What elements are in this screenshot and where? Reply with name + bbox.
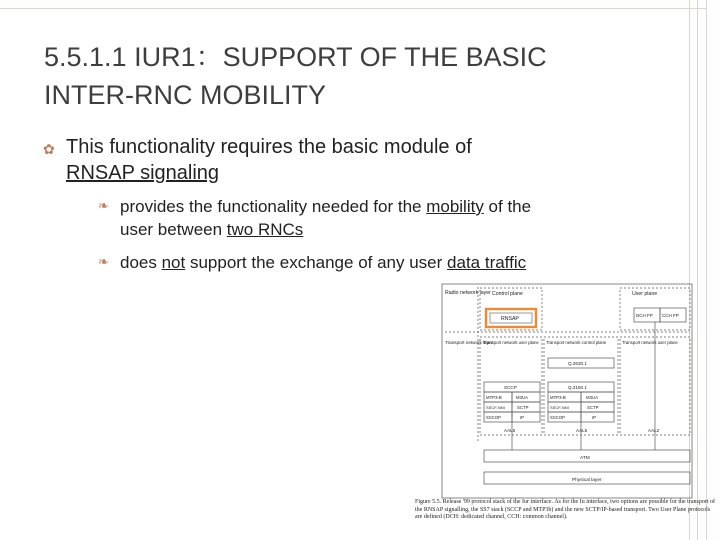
svg-text:DCH FP: DCH FP (636, 313, 653, 318)
subbullet-2 (120, 251, 660, 274)
svg-text:Transport network user plane: Transport network user plane (622, 340, 678, 345)
svg-text:CCH FP: CCH FP (662, 313, 679, 318)
svg-text:SCCP: SCCP (504, 385, 517, 390)
svg-text:Physical layer: Physical layer (572, 478, 602, 483)
title-line-1: 5.5.1.1 IUR1：SUPPORT OF THE BASIC (44, 42, 547, 72)
frame-line (0, 8, 706, 9)
svg-text:Q.2150.1: Q.2150.1 (568, 385, 587, 390)
bullet-main (66, 134, 626, 186)
sub1-text: provides the functionality needed for the (120, 197, 427, 216)
svg-text:ATM: ATM (580, 456, 590, 461)
svg-text:Radio network layer: Radio network layer (445, 290, 491, 296)
svg-text:Control plane: Control plane (492, 291, 523, 297)
svg-text:Transport network user plane: Transport network user plane (483, 340, 539, 345)
svg-text:AAL2: AAL2 (648, 428, 660, 433)
sub2-text-2: support the exchange of any user (185, 253, 448, 272)
svg-text:IP: IP (592, 415, 597, 420)
frame-line (706, 0, 707, 540)
frame-line (697, 0, 698, 540)
figure-caption: Figure 5.5. Release '99 protocol stack of the Iur interface. As for the Iu interface, two options are possible for the transport of the RNSAP signalling, the SS7 stack (SCCP and MTP3b) and the new SCTP/IP-based transport. Two User Plane protocols are defined (DCH: dedicated channel, CCH: common channel). (415, 499, 715, 520)
svg-text:SCTP: SCTP (587, 405, 599, 410)
sub1-underlined: mobility (426, 197, 484, 216)
svg-text:Transport network layer: Transport network layer (445, 340, 494, 345)
sub2-underlined: not (161, 253, 186, 272)
svg-text:Transport network control plan: Transport network control plane (546, 340, 607, 345)
svg-text:MTP3-B: MTP3-B (486, 395, 502, 400)
bullet-line-2: RNSAP signaling (66, 162, 220, 184)
bullet-line-1: This functionality requires the basic module of (66, 136, 472, 158)
svg-text:RNSAP: RNSAP (501, 316, 519, 322)
sub1-underlined-2: two RNCs (226, 220, 304, 239)
svg-text:M3UA: M3UA (586, 395, 598, 400)
svg-text:SSCOP: SSCOP (550, 415, 566, 420)
title-line-2: INTER-RNC MOBILITY (44, 80, 327, 110)
svg-text:SSCOP: SSCOP (486, 415, 502, 420)
sub1-text-2: of the (483, 197, 532, 216)
leaf-icon: ❧ (98, 254, 109, 269)
figure-border (442, 284, 692, 498)
svg-text:AAL5: AAL5 (576, 428, 588, 433)
leaf-icon: ❧ (98, 198, 109, 213)
protocol-stack-diagram (440, 282, 695, 502)
svg-text:M3UA: M3UA (516, 395, 528, 400)
svg-text:Q.2630.1: Q.2630.1 (568, 361, 587, 366)
sub1-line2: user between (120, 220, 227, 239)
svg-text:SCTP: SCTP (517, 405, 529, 410)
sub2-text: does (120, 253, 162, 272)
svg-text:AAL5: AAL5 (504, 428, 516, 433)
gear-icon: ✿ (43, 141, 55, 157)
svg-text:IP: IP (520, 415, 525, 420)
svg-text:MTP3-B: MTP3-B (550, 395, 566, 400)
subbullet-1 (120, 195, 640, 241)
sub2-underlined-2: data traffic (447, 253, 527, 272)
svg-text:User plane: User plane (632, 291, 658, 297)
svg-text:SSCF-NNI: SSCF-NNI (550, 405, 569, 410)
svg-text:SSCF-NNI: SSCF-NNI (486, 405, 505, 410)
page-title (44, 38, 644, 114)
